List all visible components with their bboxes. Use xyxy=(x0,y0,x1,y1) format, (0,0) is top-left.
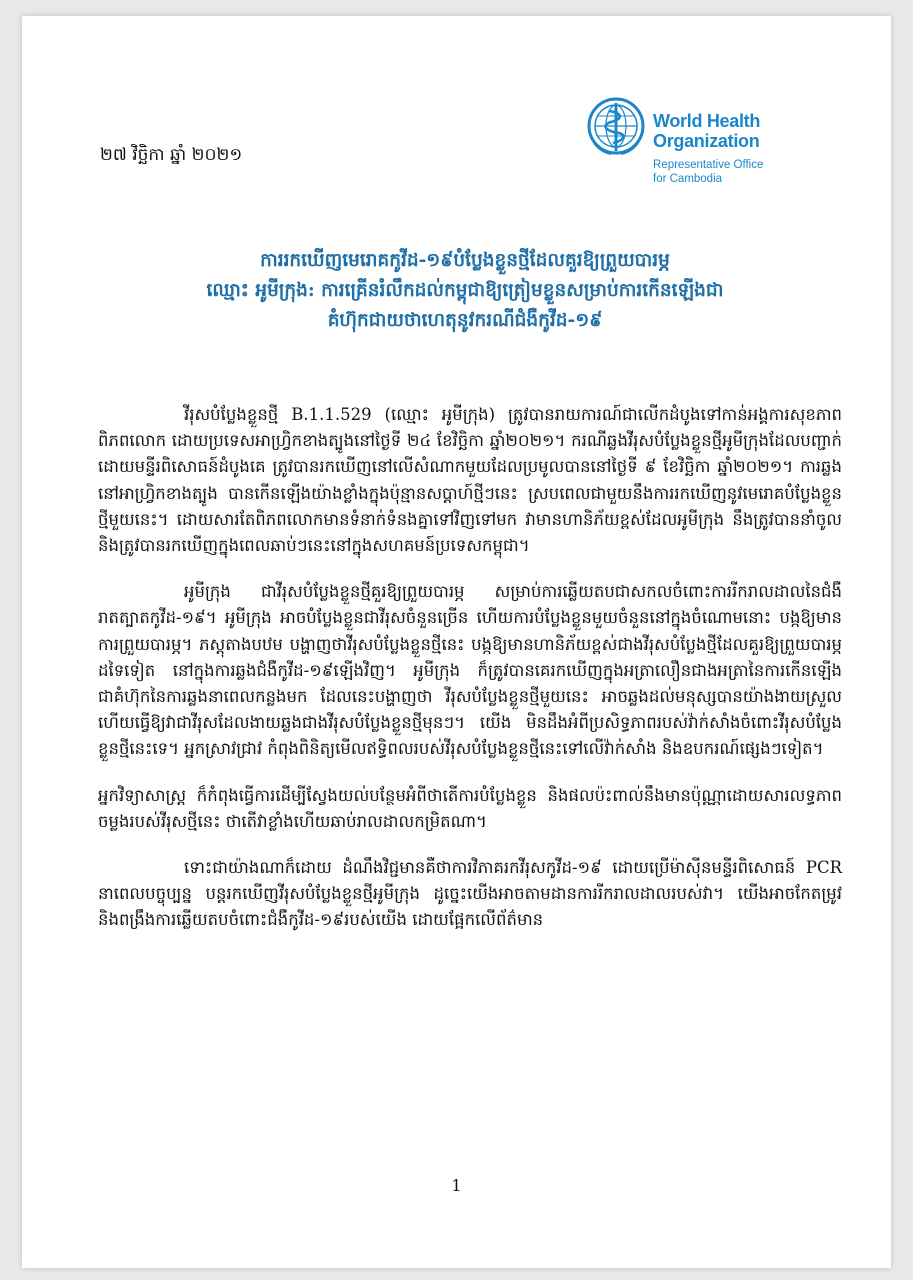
logo-office-line1: Representative Office xyxy=(653,159,764,171)
paragraph-3: អ្នកវិទ្យាសាស្ត្រ ក៏កំពុងធ្វើការដើម្បីស្វែងយល់បន្ថែមអំពីថាតើការបំប្លែងខ្លួន និងផលប៉ះពាល់នឹងមានប៉ុណ្ណាដោយសារលទ្ធភាពចម្លងរបស់វីរុសថ្មីនេះ ថាតើវាខ្លាំងហើយឆាប់រាលដាលកម្រិតណា។ xyxy=(98,785,842,831)
paragraph-2: អូមីក្រុង ជាវីរុសបំប្លែងខ្លួនថ្មីគួរឱ្យព្រួយបារម្ភ សម្រាប់ការឆ្លើយតបជាសកលចំពោះការរីករាលដាលនៃជំងឺរាតត្បាតកូវីដ-១៩។ អូមីក្រុង អាចបំប្លែងខ្លួនជាវីរុសចំនួនច្រើន ហើយការបំប្លែងខ្លួនមួយចំនួននៅក្នុងចំណោមនោះ បង្កឱ្យមានការព្រួយបារម្ភ។ ភស្តុតាងបឋម បង្ហាញថាវីរុសបំប្លែងខ្លួនថ្មីនេះ បង្កឱ្យមានហានិភ័យខ្ពស់ជាងវីរុសបំប្លែងថ្មីដែលគួរឱ្យព្រួយបារម្ភដទៃទៀត នៅក្នុងការឆ្លងជំងឺកូវីដ-១៩ឡើងវិញ។ អូមីក្រុង ក៏ត្រូវបានគេរកឃើញក្នុងអត្រាលឿនជាងអត្រានៃការកើនឡើងជាគំហ៊ុកនៃការឆ្លងនាពេលកន្លងមក ដែលនេះបង្ហាញថា វីរុសបំប្លែងខ្លួនថ្មីមួយនេះ អាចឆ្លងដល់មនុស្សបានយ៉ាងងាយស្រួល ហើយធ្វើឱ្យវាជាវីរុសដែលងាយឆ្លងជាងវីរុសបំប្លែងខ្លួនថ្មីមុនៗ។ យើង មិនដឹងអំពីប្រសិទ្ធភាពរបស់វ៉ាក់សាំងចំពោះវីរុសបំប្លែងខ្លួនថ្មីនេះទេ។ អ្នកស្រាវជ្រាវ កំពុងពិនិត្យមើលឥទ្ធិពលរបស់វីរុសបំប្លែងខ្លួនថ្មីនេះទៅលើវ៉ាក់សាំង និងឧបករណ៍ផ្សេងៗទៀត។ xyxy=(98,582,842,759)
logo-organization-name xyxy=(653,111,760,151)
title-line2: ឈ្មោះ អូមីក្រុង: ការគ្រើនរំលឹកដល់កម្ពុជាឱ្យត្រៀមខ្លួនសម្រាប់ការកើនឡើងជា xyxy=(206,280,724,301)
document-body xyxy=(98,402,842,954)
page-number: 1 xyxy=(451,1176,462,1195)
document-title xyxy=(90,246,840,336)
paragraph-1: វីរុសបំប្លែងខ្លួនថ្មី B.1.1.529 (ឈ្មោះ អូមីក្រុង) ត្រូវបានរាយការណ៍ជាលើកដំបូងទៅកាន់អង្គការសុខភាពពិភពលោក ដោយប្រទេសអាហ្វ្រិកខាងត្បូងនៅថ្ងៃទី ២៤ ខែវិច្ឆិកា ឆ្នាំ២០២១។ ករណីឆ្លងវីរុសបំប្លែងខ្លួនថ្មីអូមីក្រុងដែលបញ្ជាក់ដោយមន្ទីរពិសោធន៍ដំបូងគេ ត្រូវបានរកឃើញនៅលើសំណាកមួយដែលប្រមូលបាននៅថ្ងៃទី ៩ ខែវិច្ឆិកា ឆ្នាំ២០២១។ ការឆ្លងនៅអាហ្វ្រិកខាងត្បូង បានកើនឡើងយ៉ាងខ្លាំងក្នុងប៉ុន្មានសប្តាហ៍ថ្មីៗនេះ ស្របពេលជាមួយនឹងការរកឃើញនូវមេរោគបំប្លែងខ្លួនថ្មីមួយនេះ។ ដោយសារតែពិភពលោកមានទំនាក់ទំនងគ្នាទៅវិញទៅមក វាមានហានិភ័យខ្ពស់ដែលអូមីក្រុង នឹងត្រូវបាននាំចូល និងត្រូវបានរកឃើញក្នុងពេលឆាប់ៗនេះនៅក្នុងសហគមន៍ប្រទេសកម្ពុជា។ xyxy=(98,405,842,556)
un-emblem-icon xyxy=(585,95,647,157)
who-logo xyxy=(585,95,785,205)
document-date: ២៧ វិច្ឆិកា ឆ្នាំ ២០២១ xyxy=(100,145,243,165)
title-line1: ការរកឃើញមេរោគកូវីដ-១៩បំប្លែងខ្លួនថ្មីដែលគួរឱ្យព្រួយបារម្ភ xyxy=(260,250,670,271)
logo-name-line1: World Health xyxy=(653,111,761,131)
logo-name-line2: Organization xyxy=(653,131,760,151)
logo-office-name xyxy=(653,158,763,186)
logo-office-line2: for Cambodia xyxy=(653,173,723,185)
title-line3: គំហ៊ុកជាយថាហេតុនូវករណីជំងឺកូវីដ-១៩ xyxy=(327,310,603,331)
paragraph-4: ទោះជាយ៉ាងណាក៏ដោយ ដំណឹងវិជ្ជមានគឺថាការវិភាគរកវីរុសកូវីដ-១៩ ដោយប្រើម៉ាស៊ីនមន្ទីរពិសោធន៍ PCR នាពេលបច្ចុប្បន្ន បន្តរកឃើញវីរុសបំប្លែងខ្លួនថ្មីអូមីក្រុង ដូច្នេះយើងអាចតាមដានការរីករាលដាលរបស់វា។ យើងអាចកែតម្រូវ និងពង្រឹងការឆ្លើយតបចំពោះជំងឺកូវីដ-១៩របស់យើង ដោយផ្អែកលើព័ត៌មាន xyxy=(98,858,842,930)
